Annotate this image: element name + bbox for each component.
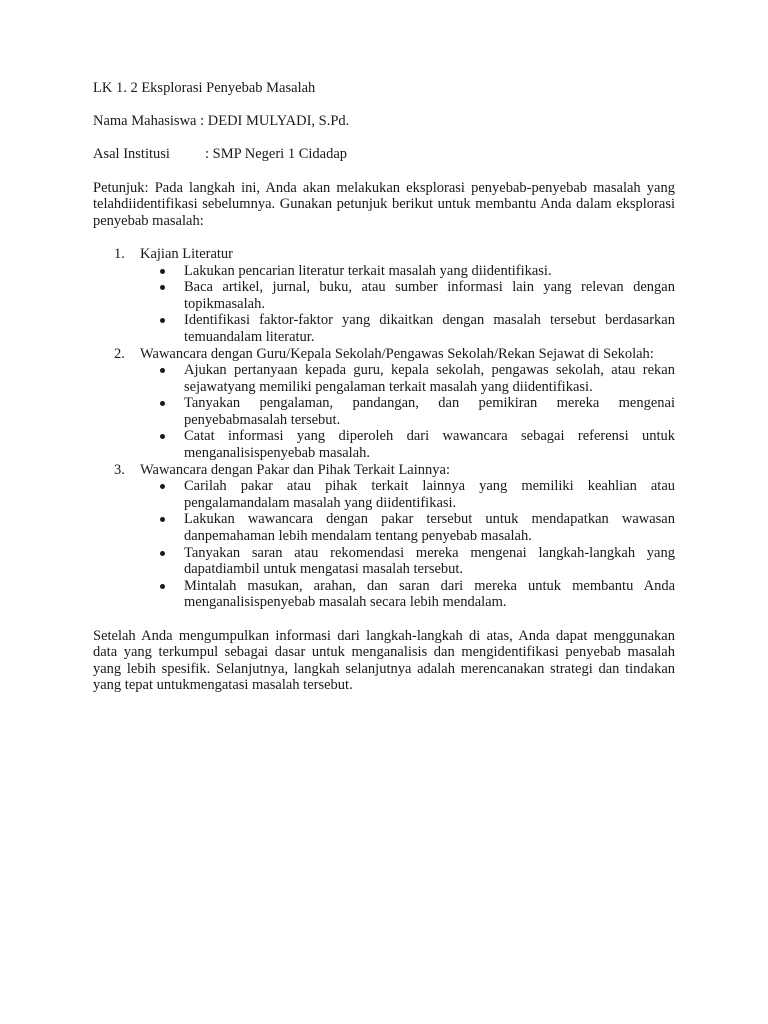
step-number: 2. <box>114 345 125 362</box>
bullet-dot-icon <box>160 318 165 323</box>
bullet-item <box>140 511 675 544</box>
step-title: Kajian Literatur <box>140 245 233 262</box>
bullet-dot-icon <box>160 517 165 522</box>
bullet-text: Tanyakan saran atau rekomendasi mereka mengenai langkah-langkah yang dapatdiambil untuk mengatasi masalah tersebut. <box>184 544 675 578</box>
bullet-dot-icon <box>160 285 165 290</box>
bullet-item <box>140 428 675 461</box>
bullet-dot-icon <box>160 401 165 406</box>
step-item <box>93 462 675 611</box>
bullet-dot-icon <box>160 269 165 274</box>
bullet-item <box>140 279 675 312</box>
step-number: 3. <box>114 461 125 478</box>
bullet-text: Tanyakan pengalaman, pandangan, dan pemikiran mereka mengenai penyebabmasalah tersebut. <box>184 395 675 428</box>
step-title: Wawancara dengan Pakar dan Pihak Terkait Lainnya: <box>140 461 450 478</box>
student-name-line: Nama Mahasiswa : DEDI MULYADI, S.Pd. <box>93 113 350 130</box>
bullet-text: Lakukan pencarian literatur terkait masalah yang diidentifikasi. <box>184 262 552 279</box>
bullet-text: Catat informasi yang diperoleh dari wawancara sebagai referensi untuk menganalisispenyebab masalah. <box>184 428 675 462</box>
step-number: 1. <box>114 245 125 262</box>
bullet-text: Carilah pakar atau pihak terkait lainnya yang memiliki keahlian atau pengalamandalam masalah yang diidentifikasi. <box>184 478 675 511</box>
step-bullets <box>140 362 675 462</box>
spacer <box>93 130 675 147</box>
bullet-item <box>140 545 675 578</box>
spacer <box>93 229 675 246</box>
bullet-text: Lakukan wawancara dengan pakar tersebut untuk mendapatkan wawasan danpemahaman lebih mendalam tentang penyebab masalah. <box>184 511 675 545</box>
bullet-dot-icon <box>160 484 165 489</box>
institution-line <box>93 146 675 163</box>
bullet-dot-icon <box>160 434 165 439</box>
bullet-text: Identifikasi faktor-faktor yang dikaitkan dengan masalah tersebut berdasarkan temuandalam literatur. <box>184 312 675 345</box>
closing-paragraph: Setelah Anda mengumpulkan informasi dari langkah-langkah di atas, Anda dapat menggunakan data yang terkumpul sebagai dasar untuk menganalisis dan mengidentifikasi penyebab masalah yang lebih spesifik. Selanjutnya, langkah selanjutnya adalah merencanakan strategi dan tindakan yang tepat untukmengatasi masalah tersebut. <box>93 627 675 694</box>
bullet-item <box>140 263 675 280</box>
bullet-item <box>140 478 675 511</box>
document-title: LK 1. 2 Eksplorasi Penyebab Masalah <box>93 80 316 96</box>
steps-list <box>93 246 675 611</box>
bullet-item <box>140 312 675 345</box>
step-item <box>93 246 675 346</box>
step-item <box>93 346 675 462</box>
step-title: Wawancara dengan Guru/Kepala Sekolah/Pengawas Sekolah/Rekan Sejawat di Sekolah: <box>140 345 654 362</box>
document-page <box>93 80 675 694</box>
step-bullets <box>140 478 675 611</box>
instructions-paragraph: Petunjuk: Pada langkah ini, Anda akan melakukan eksplorasi penyebab-penyebab masalah yang telahdiidentifikasi sebelumnya. Gunakan petunjuk berikut untuk membantu Anda dalam eksplorasi penyebab masalah: <box>93 179 675 229</box>
step-bullets <box>140 263 675 346</box>
institution-value: : SMP Negeri 1 Cidadap <box>205 146 348 163</box>
spacer <box>93 611 675 628</box>
spacer <box>93 163 675 180</box>
bullet-item <box>140 395 675 428</box>
bullet-item <box>140 578 675 611</box>
bullet-dot-icon <box>160 368 165 373</box>
bullet-text: Mintalah masukan, arahan, dan saran dari mereka untuk membantu Anda menganalisispenyebab masalah secara lebih mendalam. <box>184 577 675 611</box>
bullet-text: Baca artikel, jurnal, buku, atau sumber informasi lain yang relevan dengan topikmasalah. <box>184 279 675 312</box>
spacer <box>93 97 675 114</box>
bullet-text: Ajukan pertanyaan kepada guru, kepala sekolah, pengawas sekolah, atau rekan sejawatyang memiliki pengalaman terkait masalah yang diidentifikasi. <box>184 362 675 395</box>
bullet-dot-icon <box>160 584 165 589</box>
institution-label: Asal Institusi <box>93 146 170 163</box>
bullet-dot-icon <box>160 551 165 556</box>
bullet-item <box>140 362 675 395</box>
